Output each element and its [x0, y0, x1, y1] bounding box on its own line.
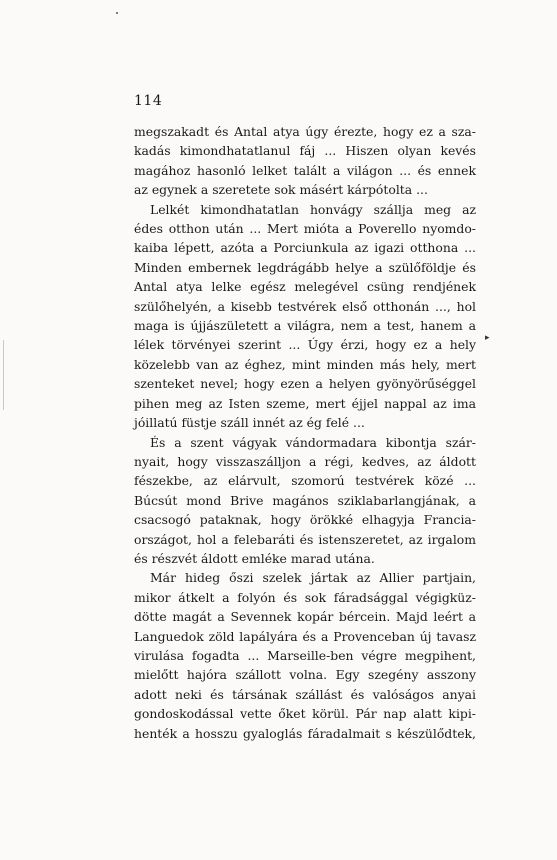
text-line: Lelkét kimondhatatlan honvágy szállja meg az	[150, 201, 476, 217]
text-line: édes otthon után ... Mert mióta a Poverello nyomdo-	[134, 221, 476, 237]
text-line: országot, hol a felebaráti és istenszeretet, az irgalom	[134, 531, 476, 547]
text-line: virulása fogadta ... Marseille-ben végre megpihent,	[134, 647, 476, 663]
text-line: henték a hosszu gyaloglás fáradalmait s készülődtek,	[134, 725, 476, 741]
text-line: kadás kimondhatatlanul fáj ... Hiszen olyan kevés	[134, 143, 476, 159]
text-line: Languedok zöld lapályára és a Provenceban új tavasz	[134, 628, 476, 644]
text-line: mielőtt hajóra szállott volna. Egy szegény asszony	[134, 667, 476, 683]
text-line: szenteket nevel; hogy ezen a helyen gyönyörűséggel	[134, 376, 476, 392]
text-line: kaiba lépett, azóta a Porciunkula az igazi otthona ...	[134, 240, 476, 256]
text-line: közelebb van az éghez, mint minden más hely, mert	[134, 356, 476, 372]
ink-speck	[116, 12, 118, 14]
text-line: maga is újjászületett a világra, nem a test, hanem a	[134, 318, 476, 334]
text-line: Búcsút mond Brive magános sziklabarlangjának, a	[134, 492, 476, 508]
text-line: Már hideg őszi szelek jártak az Allier partjain,	[150, 570, 476, 586]
text-line: jóillatú füstje száll innét az ég felé ...	[134, 415, 365, 431]
text-line: nyait, hogy visszaszálljon a régi, kedves, az áldott	[134, 453, 476, 469]
text-line: Antal atya lelke egész melegével csüng rendjének	[134, 279, 476, 295]
text-line: Minden embernek legdrágább helye a szülőföldje és	[134, 259, 476, 275]
margin-mark: ▸	[485, 333, 490, 343]
text-line: dötte magát a Sevennek kopár bércein. Majd leért a	[134, 609, 476, 625]
text-line: csacsogó pataknak, hogy örökké elhagyja Francia-	[134, 512, 476, 528]
text-line: adott neki és társának szállást és valóságos anyai	[134, 686, 476, 702]
text-line: megszakadt és Antal atya úgy érezte, hogy ez a sza-	[134, 124, 476, 139]
page-number: 114	[134, 93, 163, 109]
text-line: az egynek a szeretete sok másért kárpótolta ...	[134, 182, 428, 198]
text-line: fészekbe, az elárvult, szomorú testvérek közé ...	[134, 473, 476, 489]
text-line: magához hasonló lelket talált a világon ... és ennek	[134, 162, 476, 178]
body-text	[134, 122, 476, 743]
scan-edge-line	[3, 340, 4, 410]
text-line: pihen meg az Isten szeme, mert éjjel nappal az ima	[134, 395, 476, 411]
text-line: mikor átkelt a folyón és sok fáradsággal végigküz-	[134, 589, 476, 605]
text-line: szülőhelyén, a kisebb testvérek első otthonán ..., hol	[134, 298, 476, 314]
text-line: és részvét áldott emléke marad utána.	[134, 550, 375, 566]
text-line: És a szent vágyak vándormadara kibontja szár-	[150, 434, 476, 450]
text-line: gondoskodással vette őket körül. Pár nap alatt kipi-	[134, 706, 476, 722]
text-line: lélek törvényei szerint ... Úgy érzi, hogy ez a hely	[134, 337, 476, 353]
